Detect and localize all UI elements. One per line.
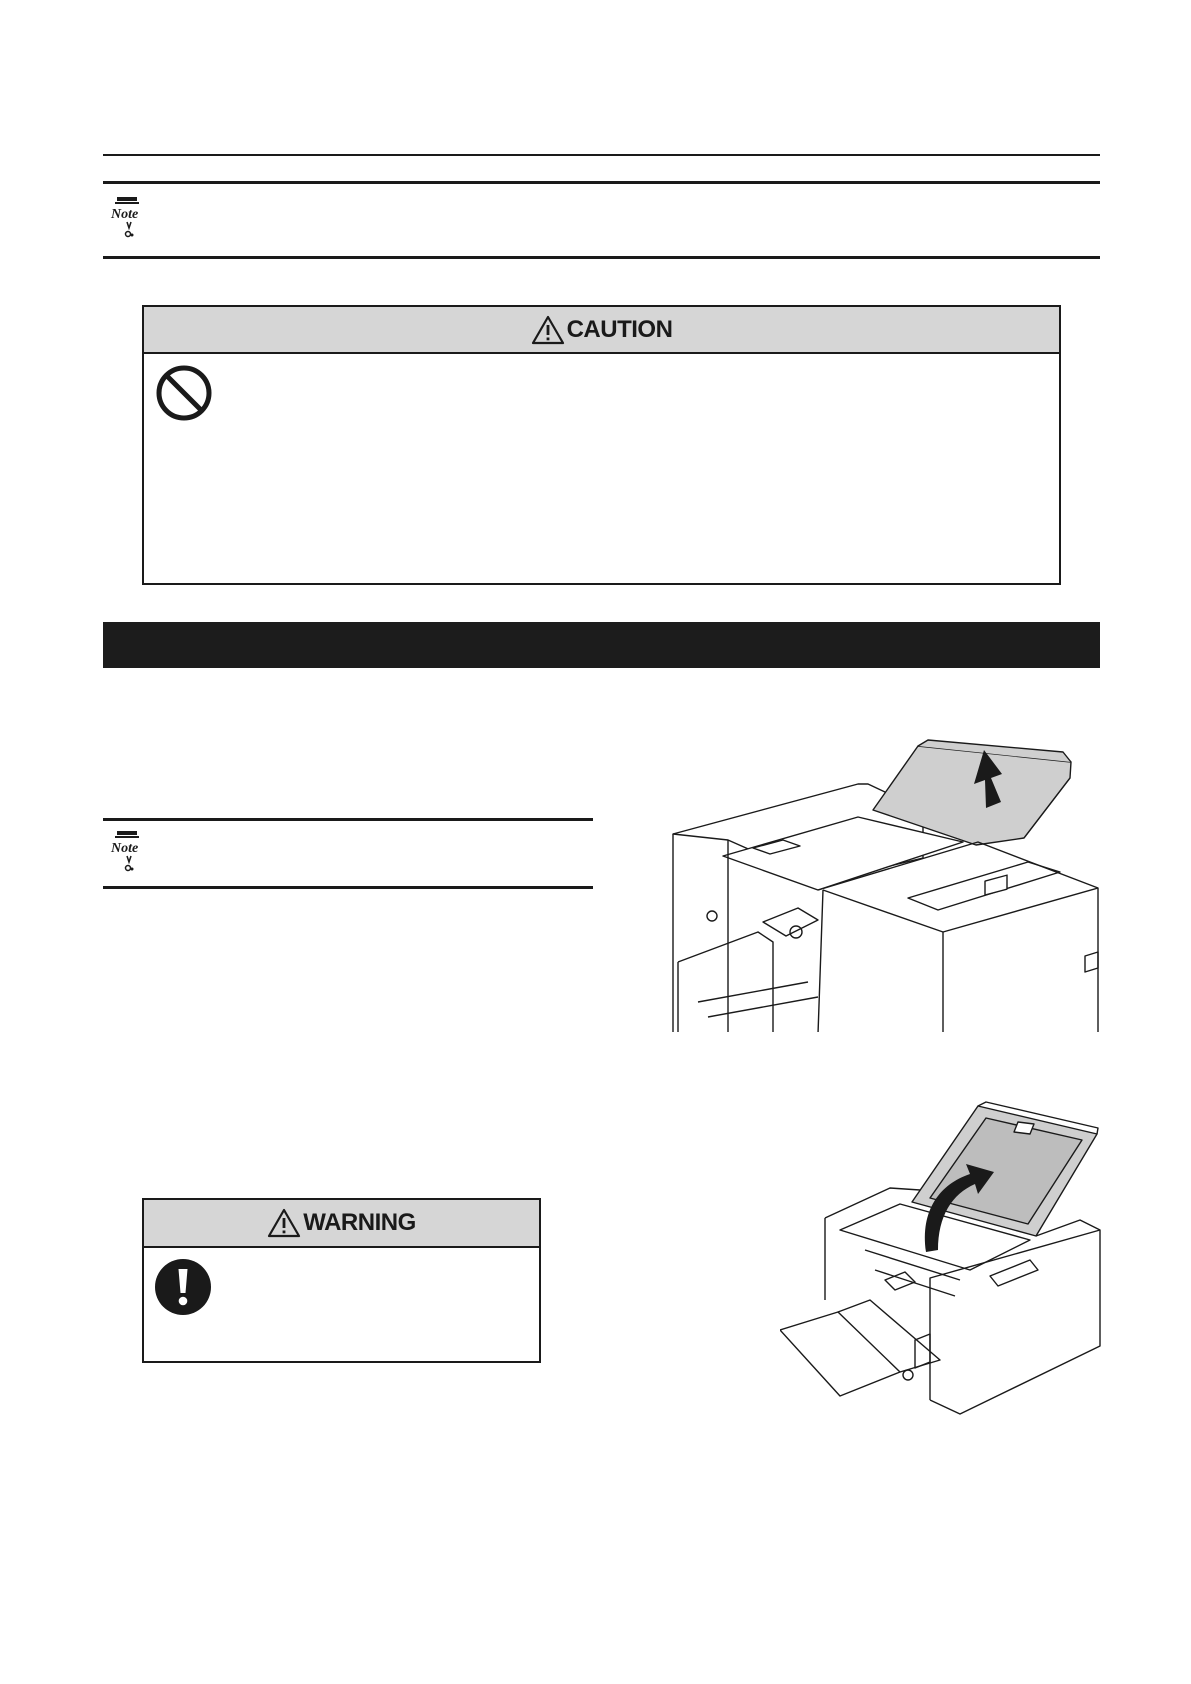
note-icon — [107, 196, 151, 246]
machine-cover-lift-illustration — [668, 712, 1108, 1032]
warning-triangle-icon — [267, 1208, 301, 1238]
top-rule — [103, 154, 1100, 156]
caution-box — [142, 305, 1061, 585]
note-icon — [107, 830, 151, 880]
caution-header — [144, 307, 1059, 354]
warning-triangle-icon — [531, 315, 565, 345]
machine-cover-open-illustration — [780, 1100, 1110, 1430]
section-title-bar — [103, 622, 1100, 668]
warning-label: WARNING — [303, 1209, 416, 1236]
warning-box — [142, 1198, 541, 1363]
note-rule-bottom — [103, 256, 1100, 259]
note-icon-label: Note — [111, 207, 139, 222]
note-icon-label: Note — [111, 841, 139, 856]
prohibition-icon — [155, 364, 213, 422]
note2-rule-top — [103, 818, 593, 821]
note2-rule-bottom — [103, 886, 593, 889]
caution-label: CAUTION — [566, 315, 673, 343]
warning-header — [144, 1200, 539, 1248]
note-rule-top — [103, 181, 1100, 184]
mandatory-action-icon — [154, 1258, 212, 1316]
